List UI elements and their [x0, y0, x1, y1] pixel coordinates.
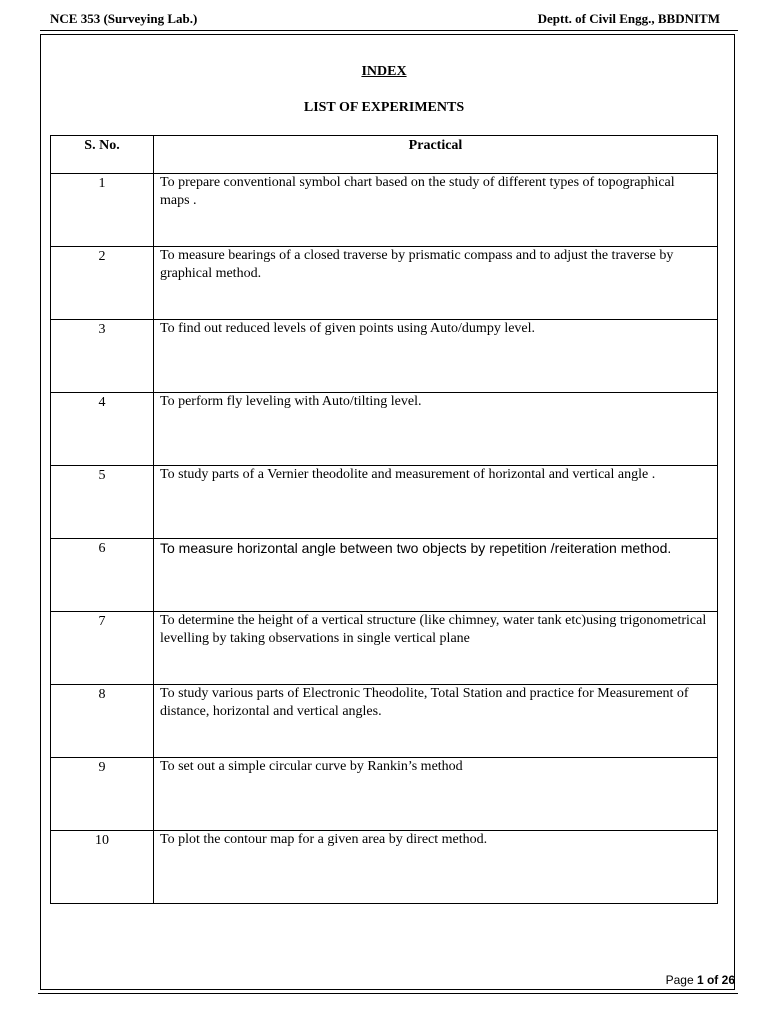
table-row: [51, 831, 718, 904]
table-row: [51, 758, 718, 831]
serial-number: 3: [51, 320, 154, 393]
practical-description: To study various parts of Electronic Theodolite, Total Station and practice for Measurement of distance, horizontal and vertical angles.: [154, 685, 718, 758]
list-of-experiments-heading: LIST OF EXPERIMENTS: [303, 100, 465, 115]
page-label: Page: [665, 973, 697, 987]
serial-number: 10: [51, 831, 154, 904]
table-row: [51, 685, 718, 758]
practical-description: To find out reduced levels of given points using Auto/dumpy level.: [154, 320, 718, 393]
page-current: 1: [696, 973, 704, 987]
header-department: Deptt. of Civil Engg., BBDNITM: [537, 11, 720, 26]
table-row: [51, 320, 718, 393]
table-row: [51, 393, 718, 466]
serial-number: 6: [51, 539, 154, 612]
serial-number: 2: [51, 247, 154, 320]
header-rule: [40, 30, 738, 31]
serial-number: 5: [51, 466, 154, 539]
practical-description: To measure bearings of a closed traverse by prismatic compass and to adjust the traverse by graphical method.: [154, 247, 718, 320]
table-row: [51, 466, 718, 539]
index-title: INDEX: [361, 64, 407, 79]
serial-number: 1: [51, 174, 154, 247]
table-row: [51, 247, 718, 320]
practical-description: To plot the contour map for a given area by direct method.: [154, 831, 718, 904]
practical-description: To measure horizontal angle between two objects by repetition /reiteration method.: [154, 539, 718, 612]
practical-description: To prepare conventional symbol chart based on the study of different types of topographical maps .: [154, 174, 718, 247]
column-header-serial: S. No.: [51, 136, 154, 174]
footer-rule: [38, 993, 738, 994]
serial-number: 8: [51, 685, 154, 758]
practical-description: To determine the height of a vertical structure (like chimney, water tank etc)using trigonometrical levelling by taking observations in single vertical plane: [154, 612, 718, 685]
page-total: 26: [721, 973, 735, 987]
column-header-practical: Practical: [154, 136, 718, 174]
table-header-row: [51, 136, 718, 174]
serial-number: 7: [51, 612, 154, 685]
table-row: [51, 612, 718, 685]
experiments-table: [50, 135, 718, 904]
table-row: [51, 174, 718, 247]
practical-description: To set out a simple circular curve by Rankin’s method: [154, 758, 718, 831]
page-of: of: [703, 973, 722, 987]
table-row: [51, 539, 718, 612]
serial-number: 9: [51, 758, 154, 831]
serial-number: 4: [51, 393, 154, 466]
practical-description: To perform fly leveling with Auto/tilting level.: [154, 393, 718, 466]
page-number: [666, 973, 735, 987]
practical-description: To study parts of a Vernier theodolite and measurement of horizontal and vertical angle .: [154, 466, 718, 539]
header-course-title: NCE 353 (Surveying Lab.): [50, 11, 198, 26]
